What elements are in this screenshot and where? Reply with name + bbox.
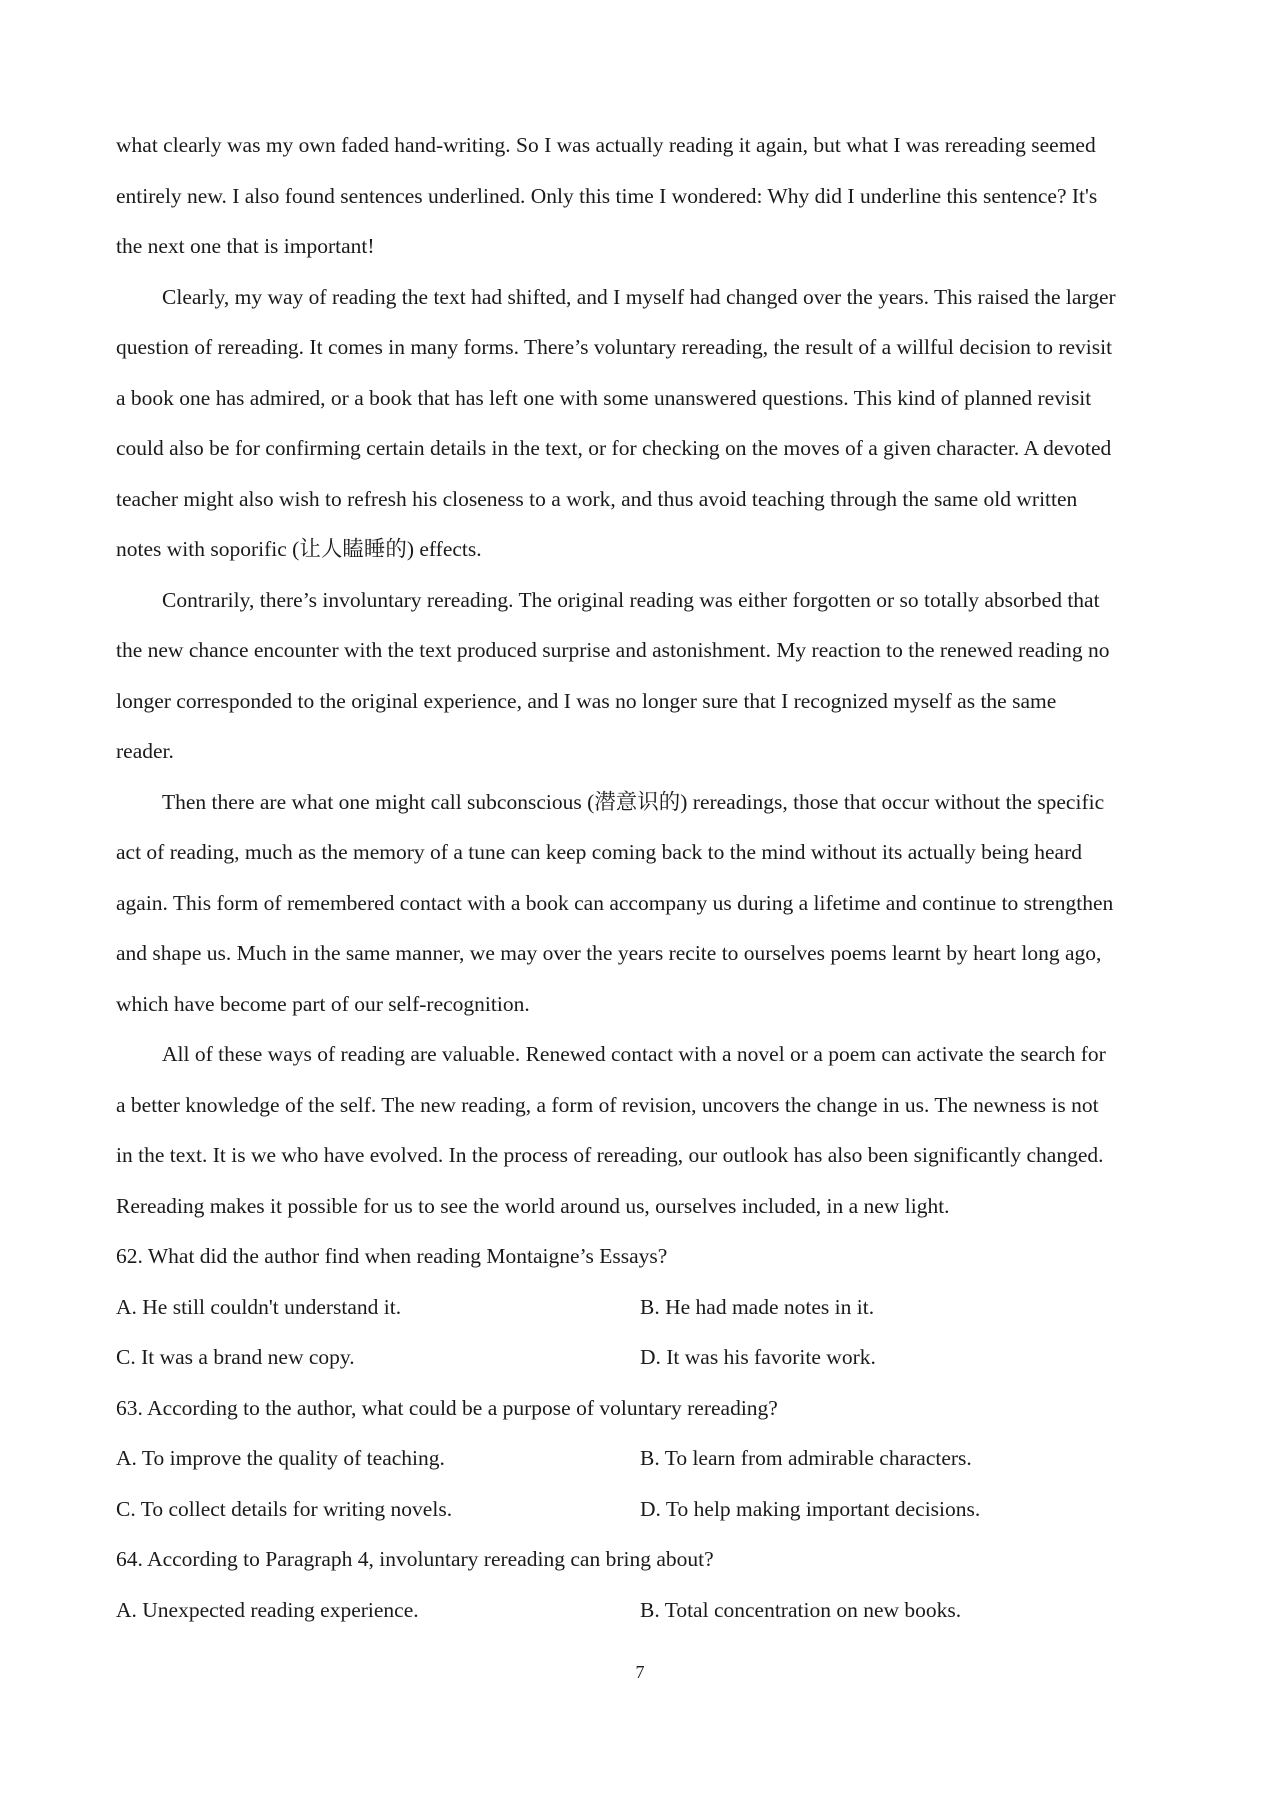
paragraph-line: which have become part of our self-recognition. <box>116 991 530 1016</box>
option-a: A. He still couldn't understand it. <box>116 1294 402 1319</box>
page-number: 7 <box>635 1662 645 1682</box>
question-stem: 63. According to the author, what could be a purpose of voluntary rereading? <box>116 1395 778 1420</box>
option-b: B. He had made notes in it. <box>640 1294 875 1319</box>
option-b: B. Total concentration on new books. <box>640 1597 962 1622</box>
answer-options <box>116 1282 1171 1383</box>
question-62 <box>116 1231 1171 1383</box>
paragraph-line: teacher might also wish to refresh his closeness to a work, and thus avoid teaching through the same old written <box>116 486 1078 511</box>
paragraph-5 <box>116 1029 1171 1231</box>
paragraph-line: Then there are what one might call subconscious (潜意识的) rereadings, those that occur without the specific <box>162 789 1105 814</box>
answer-options <box>116 1585 1171 1636</box>
paragraph-line: entirely new. I also found sentences underlined. Only this time I wondered: Why did I underline this sentence? It's <box>116 183 1098 208</box>
option-c: C. It was a brand new copy. <box>116 1345 355 1369</box>
paragraph-line: Rereading makes it possible for us to see the world around us, ourselves included, in a new light. <box>116 1193 950 1218</box>
option-b: B. To learn from admirable characters. <box>640 1446 972 1470</box>
paragraph-line: All of these ways of reading are valuable. Renewed contact with a novel or a poem can activate the search for <box>162 1042 1106 1066</box>
answer-options <box>116 1433 1171 1534</box>
paragraph-line: reader. <box>116 739 174 763</box>
reading-passage-content <box>116 120 1171 1635</box>
paragraph-line: longer corresponded to the original experience, and I was no longer sure that I recognized myself as the same <box>116 688 1057 713</box>
paragraph-line: Clearly, my way of reading the text had shifted, and I myself had changed over the years. This raised the larger <box>162 284 1116 309</box>
paragraph-line: act of reading, much as the memory of a tune can keep coming back to the mind without its actually being heard <box>116 840 1082 864</box>
paragraph-2 <box>116 272 1171 575</box>
option-a: A. Unexpected reading experience. <box>116 1597 419 1622</box>
option-a: A. To improve the quality of teaching. <box>116 1446 445 1470</box>
paragraph-line: the next one that is important! <box>116 234 375 258</box>
paragraph-line: a book one has admired, or a book that has left one with some unanswered questions. This kind of planned revisit <box>116 385 1092 410</box>
question-64 <box>116 1534 1171 1635</box>
paragraph-line: the new chance encounter with the text produced surprise and astonishment. My reaction to the renewed reading no <box>116 638 1110 662</box>
paragraph-line: notes with soporific (让人瞌睡的) effects. <box>116 537 482 561</box>
paragraph-line: could also be for confirming certain details in the text, or for checking on the moves of a given character. A devoted <box>116 436 1112 460</box>
option-d: D. To help making important decisions. <box>640 1496 981 1521</box>
question-stem: 62. What did the author find when reading Montaigne’s Essays? <box>116 1244 668 1268</box>
paragraph-4 <box>116 777 1171 1030</box>
option-d: D. It was his favorite work. <box>640 1345 876 1369</box>
question-stem: 64. According to Paragraph 4, involuntary rereading can bring about? <box>116 1547 714 1571</box>
paragraph-line: what clearly was my own faded hand-writing. So I was actually reading it again, but what I was rereading seemed <box>116 133 1096 157</box>
option-c: C. To collect details for writing novels. <box>116 1496 453 1521</box>
paragraph-line: in the text. It is we who have evolved. In the process of rereading, our outlook has also been significantly changed. <box>116 1143 1104 1167</box>
paragraph-line: question of rereading. It comes in many forms. There’s voluntary rereading, the result of a willful decision to revisit <box>116 335 1113 359</box>
paragraph-line: a better knowledge of the self. The new reading, a form of revision, uncovers the change in us. The newness is not <box>116 1092 1099 1117</box>
paragraph-line: again. This form of remembered contact with a book can accompany us during a lifetime and continue to strengthen <box>116 890 1114 915</box>
question-63 <box>116 1383 1171 1535</box>
paragraph-line: Contrarily, there’s involuntary rereading. The original reading was either forgotten or so totally absorbed that <box>162 587 1100 612</box>
paragraph-1 <box>116 120 1171 272</box>
paragraph-3 <box>116 575 1171 777</box>
paragraph-line: and shape us. Much in the same manner, we may over the years recite to ourselves poems learnt by heart long ago, <box>116 941 1102 965</box>
